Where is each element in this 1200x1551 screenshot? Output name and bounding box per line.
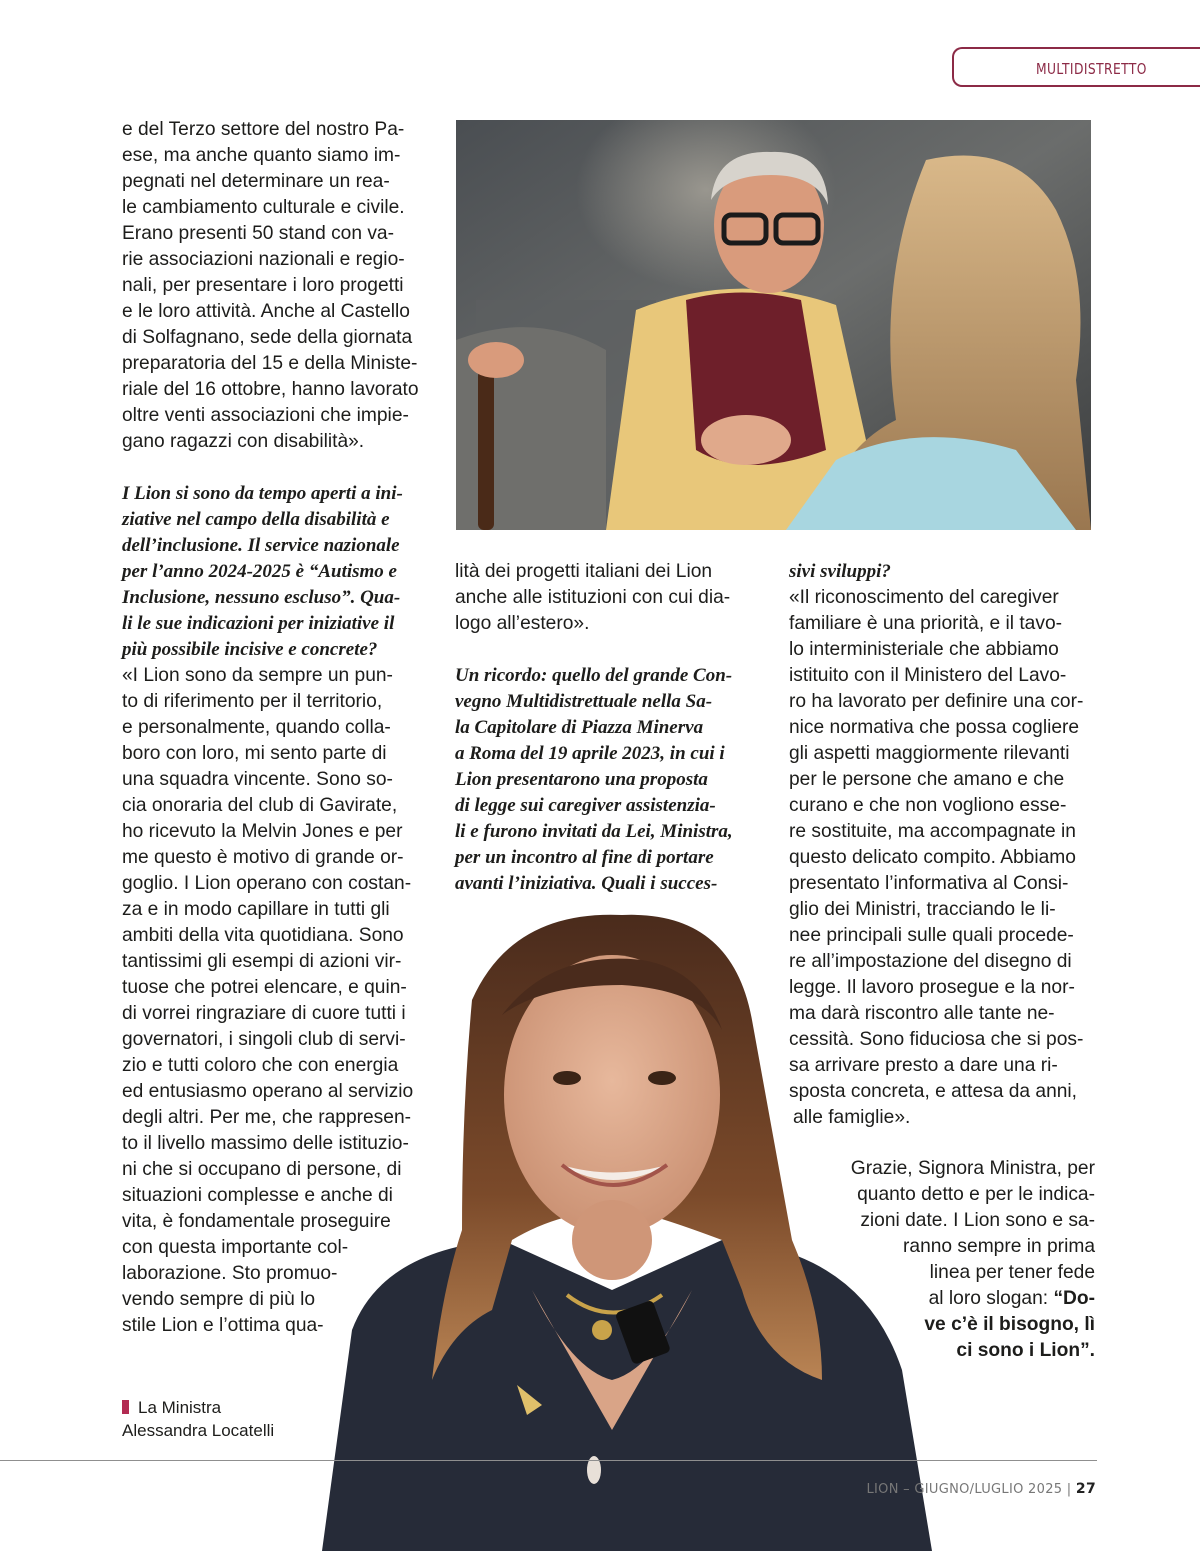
paragraph-line: ambiti della vita quotidiana. Sono	[122, 925, 404, 946]
paragraph-line: presentato l’informativa al Consi-	[789, 873, 1069, 894]
paragraph-line: boro con loro, mi sento parte di	[122, 743, 387, 764]
paragraph-line: ma darà riscontro alle tante ne-	[789, 1003, 1055, 1024]
paragraph-line: za e in modo capillare in tutti gli	[122, 899, 390, 920]
paragraph-line: to di riferimento per il territorio,	[122, 691, 383, 712]
paragraph-line: pegnati nel determinare un rea-	[122, 171, 390, 192]
interview-question: avanti l’iniziativa. Quali i succes-	[455, 873, 718, 894]
paragraph-line: ro ha lavorato per definire una cor-	[789, 691, 1084, 712]
paragraph-line: ed entusiasmo operano al servizio	[122, 1081, 414, 1102]
interview-question: li e furono invitati da Lei, Ministra,	[455, 821, 733, 842]
paragraph-line: stile Lion e l’ottima qua-	[122, 1315, 324, 1336]
paragraph-line: di Solfagnano, sede della giornata	[122, 327, 413, 348]
paragraph-line: alle famiglie».	[793, 1107, 911, 1128]
paragraph-line: vita, è fondamentale proseguire	[122, 1211, 391, 1232]
paragraph-line: rie associazioni nazionali e regio-	[122, 249, 405, 270]
paragraph-line: lo interministeriale che abbiamo	[789, 639, 1059, 660]
caption-line-1: La Ministra	[138, 1398, 222, 1417]
paragraph-line: goglio. I Lion operano con costan-	[122, 873, 412, 894]
paragraph-line: re sostituite, ma accompagnate in	[789, 821, 1076, 842]
paragraph-line: anche alle istituzioni con cui dia-	[455, 587, 731, 608]
slogan-text: “Do-	[1053, 1288, 1095, 1309]
paragraph-line: «Il riconoscimento del caregiver	[789, 587, 1059, 608]
interview-question: Lion presentarono una proposta	[455, 769, 708, 790]
paragraph-line: quanto detto e per le indica-	[857, 1184, 1095, 1205]
paragraph-line: di vorrei ringraziare di cuore tutti i	[122, 1003, 406, 1024]
interview-question: la Capitolare di Piazza Minerva	[455, 717, 704, 738]
paragraph-line: governatori, i singoli club di servi-	[122, 1029, 406, 1050]
column-2	[455, 559, 760, 897]
paragraph-line: ranno sempre in prima	[903, 1236, 1095, 1257]
section-label: MULTIDISTRETTO	[1036, 60, 1147, 78]
photo-elderly-man-with-caregiver	[456, 120, 1091, 530]
interview-question: dell’inclusione. Il service nazionale	[122, 535, 400, 556]
caption-bar	[122, 1400, 129, 1414]
footer-publication: LION – GIUGNO/LUGLIO 2025 |	[866, 1482, 1072, 1497]
paragraph-line: cia onoraria del club di Gavirate,	[122, 795, 398, 816]
paragraph-line: e del Terzo settore del nostro Pa-	[122, 119, 405, 140]
photo-caption	[122, 1396, 274, 1442]
paragraph-line: «I Lion sono da sempre un pun-	[122, 665, 393, 686]
footer	[867, 1481, 1097, 1497]
paragraph-line: Erano presenti 50 stand con va-	[122, 223, 394, 244]
paragraph-line: nali, per presentare i loro progetti	[122, 275, 404, 296]
interview-question: per un incontro al fine di portare	[455, 847, 714, 868]
paragraph-line: riale del 16 ottobre, hanno lavorato	[122, 379, 419, 400]
paragraph-line: logo all’estero».	[455, 613, 590, 634]
caption-line-2: Alessandra Locatelli	[122, 1421, 275, 1440]
interview-question: Un ricordo: quello del grande Con-	[455, 665, 733, 686]
paragraph-line: gano ragazzi con disabilità».	[122, 431, 365, 452]
paragraph-line: laborazione. Sto promuo-	[122, 1263, 338, 1284]
paragraph-line: linea per tener fede	[929, 1262, 1095, 1283]
paragraph-line: lità dei progetti italiani dei Lion	[455, 561, 713, 582]
interview-question: Inclusione, nessuno escluso”. Qua-	[122, 587, 401, 608]
section-tab	[952, 47, 1200, 87]
paragraph-line: legge. Il lavoro prosegue e la nor-	[789, 977, 1075, 998]
paragraph-line: situazioni complesse e anche di	[122, 1185, 393, 1206]
paragraph-line: gli aspetti maggiormente rilevanti	[789, 743, 1070, 764]
paragraph-line: zioni date. I Lion sono e sa-	[860, 1210, 1095, 1231]
slogan-line: ci sono i Lion”.	[956, 1340, 1095, 1361]
paragraph-line: tuose che potrei elencare, e quin-	[122, 977, 407, 998]
interview-question: I Lion si sono da tempo aperti a ini-	[122, 483, 403, 504]
paragraph-line: una squadra vincente. Sono so-	[122, 769, 393, 790]
paragraph-line: le cambiamento culturale e civile.	[122, 197, 405, 218]
paragraph-line: ni che si occupano di persone, di	[122, 1159, 402, 1180]
paragraph-line	[795, 1286, 1095, 1312]
interview-question: ziative nel campo della disabilità e	[122, 509, 390, 530]
paragraph-line: istituito con il Ministero del Lavo-	[789, 665, 1067, 686]
paragraph-line: familiare è una priorità, e il tavo-	[789, 613, 1063, 634]
interview-question: a Roma del 19 aprile 2023, in cui i	[455, 743, 725, 764]
paragraph-line: sa arrivare presto a dare una ri-	[789, 1055, 1058, 1076]
slogan-line: ve c’è il bisogno, lì	[924, 1314, 1095, 1335]
paragraph-line: preparatoria del 15 e della Ministe-	[122, 353, 418, 374]
paragraph-line: con questa importante col-	[122, 1237, 349, 1258]
paragraph-line: nee principali sulle quali procede-	[789, 925, 1074, 946]
paragraph-line: e personalmente, quando colla-	[122, 717, 391, 738]
paragraph-line: Grazie, Signora Ministra, per	[850, 1158, 1095, 1179]
closing-paragraph	[795, 1156, 1095, 1364]
paragraph-line: re all’impostazione del disegno di	[789, 951, 1072, 972]
paragraph-line: to il livello massimo delle istituzio-	[122, 1133, 409, 1154]
interview-question: per l’anno 2024-2025 è “Autismo e	[122, 561, 397, 582]
paragraph-line: questo delicato compito. Abbiamo	[789, 847, 1076, 868]
paragraph-line: curano e che non vogliono esse-	[789, 795, 1067, 816]
paragraph-line: vendo sempre di più lo	[122, 1289, 316, 1310]
paragraph-line: tantissimi gli esempi di azioni vir-	[122, 951, 402, 972]
page-number: 27	[1075, 1481, 1096, 1497]
paragraph-line: sposta concreta, e attesa da anni,	[789, 1081, 1077, 1102]
paragraph-line: me questo è motivo di grande or-	[122, 847, 404, 868]
interview-question: più possibile incisive e concrete?	[122, 639, 378, 660]
paragraph-line: zio e tutti coloro che con energia	[122, 1055, 399, 1076]
interview-question: sivi sviluppi?	[789, 561, 891, 582]
column-1	[122, 117, 427, 1339]
interview-question: di legge sui caregiver assistenzia-	[455, 795, 716, 816]
paragraph-line: degli altri. Per me, che rappresen-	[122, 1107, 412, 1128]
paragraph-line: glio dei Ministri, tracciando le li-	[789, 899, 1056, 920]
paragraph-line: per le persone che amano e che	[789, 769, 1065, 790]
footer-rule	[0, 1460, 1097, 1461]
interview-question: li le sue indicazioni per iniziative il	[122, 613, 395, 634]
interview-question: vegno Multidistrettuale nella Sa-	[455, 691, 713, 712]
column-3	[789, 559, 1095, 1131]
paragraph-line: cessità. Sono fiduciosa che si pos-	[789, 1029, 1084, 1050]
paragraph-line: nice normativa che possa cogliere	[789, 717, 1080, 738]
paragraph-line: ese, ma anche quanto siamo im-	[122, 145, 401, 166]
paragraph-line: e le loro attività. Anche al Castello	[122, 301, 410, 322]
paragraph-line: oltre venti associazioni che impie-	[122, 405, 409, 426]
closing-text: al loro slogan:	[928, 1288, 1054, 1309]
paragraph-line: ho ricevuto la Melvin Jones e per	[122, 821, 403, 842]
